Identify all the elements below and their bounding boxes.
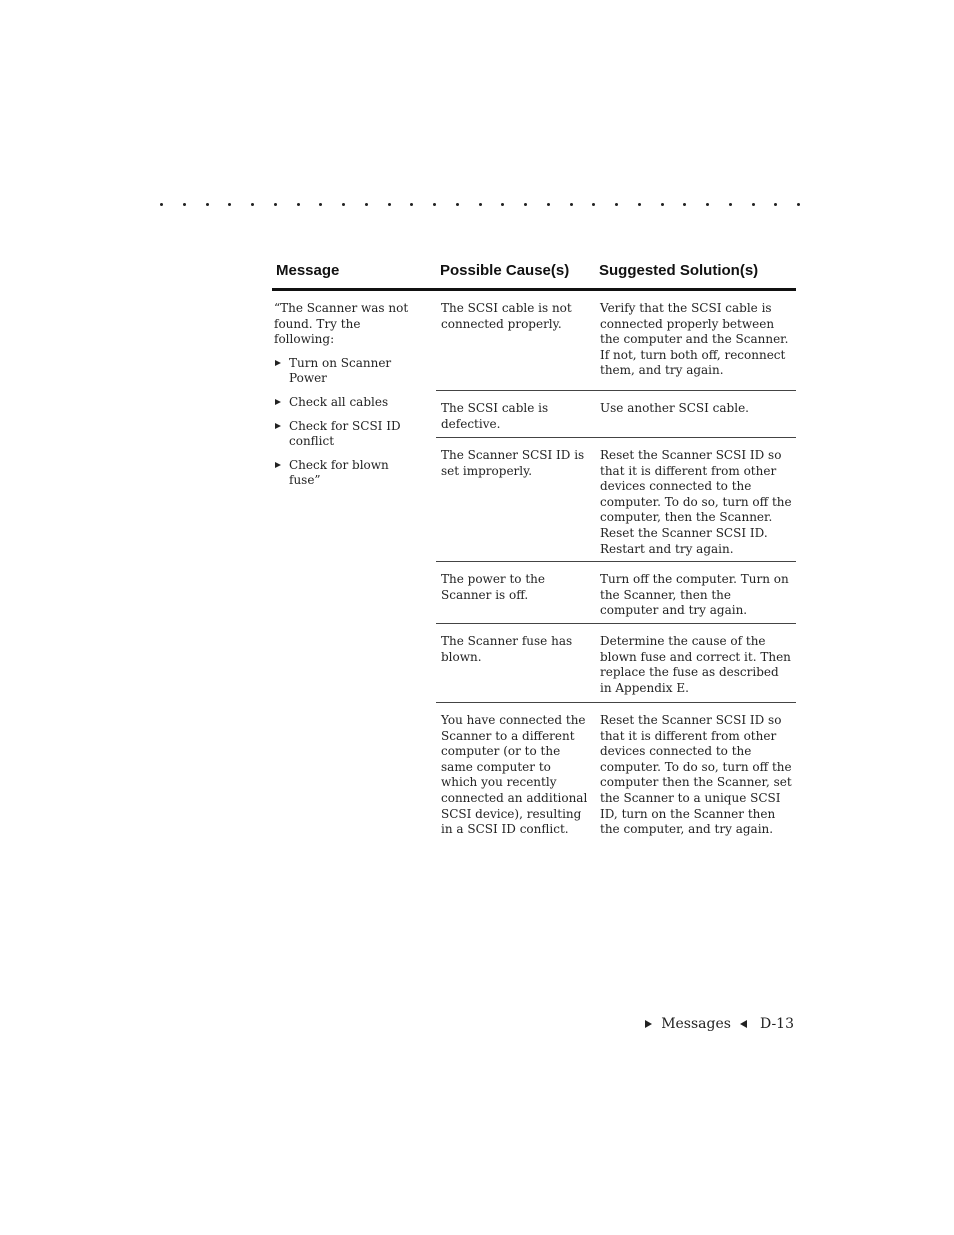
footer-section-name: Messages — [661, 1016, 731, 1032]
cause-cell: The SCSI cable is defective. — [441, 401, 549, 431]
triangle-bullet-icon — [275, 423, 281, 429]
table-row — [436, 624, 796, 703]
list-item — [274, 395, 424, 411]
list-item — [274, 419, 424, 450]
cause-cell: The power to the Scanner is off. — [441, 572, 545, 602]
solution-cell: Determine the cause of the blown fuse and correct it. Then replace the fuse as described in Appendix E. — [600, 634, 791, 695]
cause-cell: You have connected the Scanner to a different computer (or to the same computer to which you recently connected an additional SCSI device), resulting in a SCSI ID conflict. — [441, 713, 588, 837]
solution-cell: Use another SCSI cable. — [600, 401, 749, 415]
page-footer — [645, 1016, 794, 1032]
triangle-bullet-icon — [275, 462, 281, 468]
table-row — [436, 391, 796, 438]
triangle-left-icon — [740, 1020, 747, 1028]
page-number: D-13 — [759, 1016, 794, 1032]
list-item — [274, 356, 424, 387]
list-item-text: Turn on Scanner Power — [289, 355, 392, 386]
message-intro: “The Scanner was not found. Try the following: — [274, 301, 409, 347]
list-item-text: Check for SCSI ID conflict — [289, 418, 401, 449]
cause-cell: The Scanner fuse has blown. — [441, 634, 573, 664]
cause-solution-rows — [436, 291, 796, 843]
table-row — [436, 562, 796, 624]
header-suggested-solutions: Suggested Solution(s) — [599, 262, 759, 279]
table-row — [436, 291, 796, 391]
solution-cell: Turn off the computer. Turn on the Scanner, then the computer and try again. — [600, 572, 789, 618]
list-item — [274, 458, 424, 489]
triangle-right-icon — [645, 1020, 652, 1028]
dotted-rule — [160, 203, 800, 206]
cause-cell: The SCSI cable is not connected properly. — [441, 301, 572, 331]
list-item-text: Check for blown fuse” — [289, 457, 389, 488]
solution-cell: Reset the Scanner SCSI ID so that it is different from other devices connected to the computer. To do so, turn off the computer, then the Scanner. Reset the Scanner SCSI ID. Restart and try again. — [600, 448, 792, 556]
triangle-bullet-icon — [275, 399, 281, 405]
list-item-text: Check all cables — [289, 394, 389, 409]
header-message: Message — [276, 262, 340, 279]
solution-cell: Reset the Scanner SCSI ID so that it is different from other devices connected to the computer. To do so, turn off the computer then the Scanner, set the Scanner to a unique SCSI ID, turn on the Scanner then the computer, and try again. — [600, 713, 792, 837]
message-checklist — [274, 356, 424, 489]
table-header — [272, 258, 796, 291]
table-row — [436, 438, 796, 562]
solution-cell: Verify that the SCSI cable is connected properly between the computer and the Scanner. If not, turn both off, reconnect them, and try again. — [600, 301, 789, 378]
triangle-bullet-icon — [275, 360, 281, 366]
header-possible-causes: Possible Cause(s) — [440, 262, 570, 279]
message-cell — [274, 301, 424, 497]
table-row — [436, 703, 796, 843]
cause-cell: The Scanner SCSI ID is set improperly. — [441, 448, 585, 478]
messages-table — [272, 258, 796, 837]
